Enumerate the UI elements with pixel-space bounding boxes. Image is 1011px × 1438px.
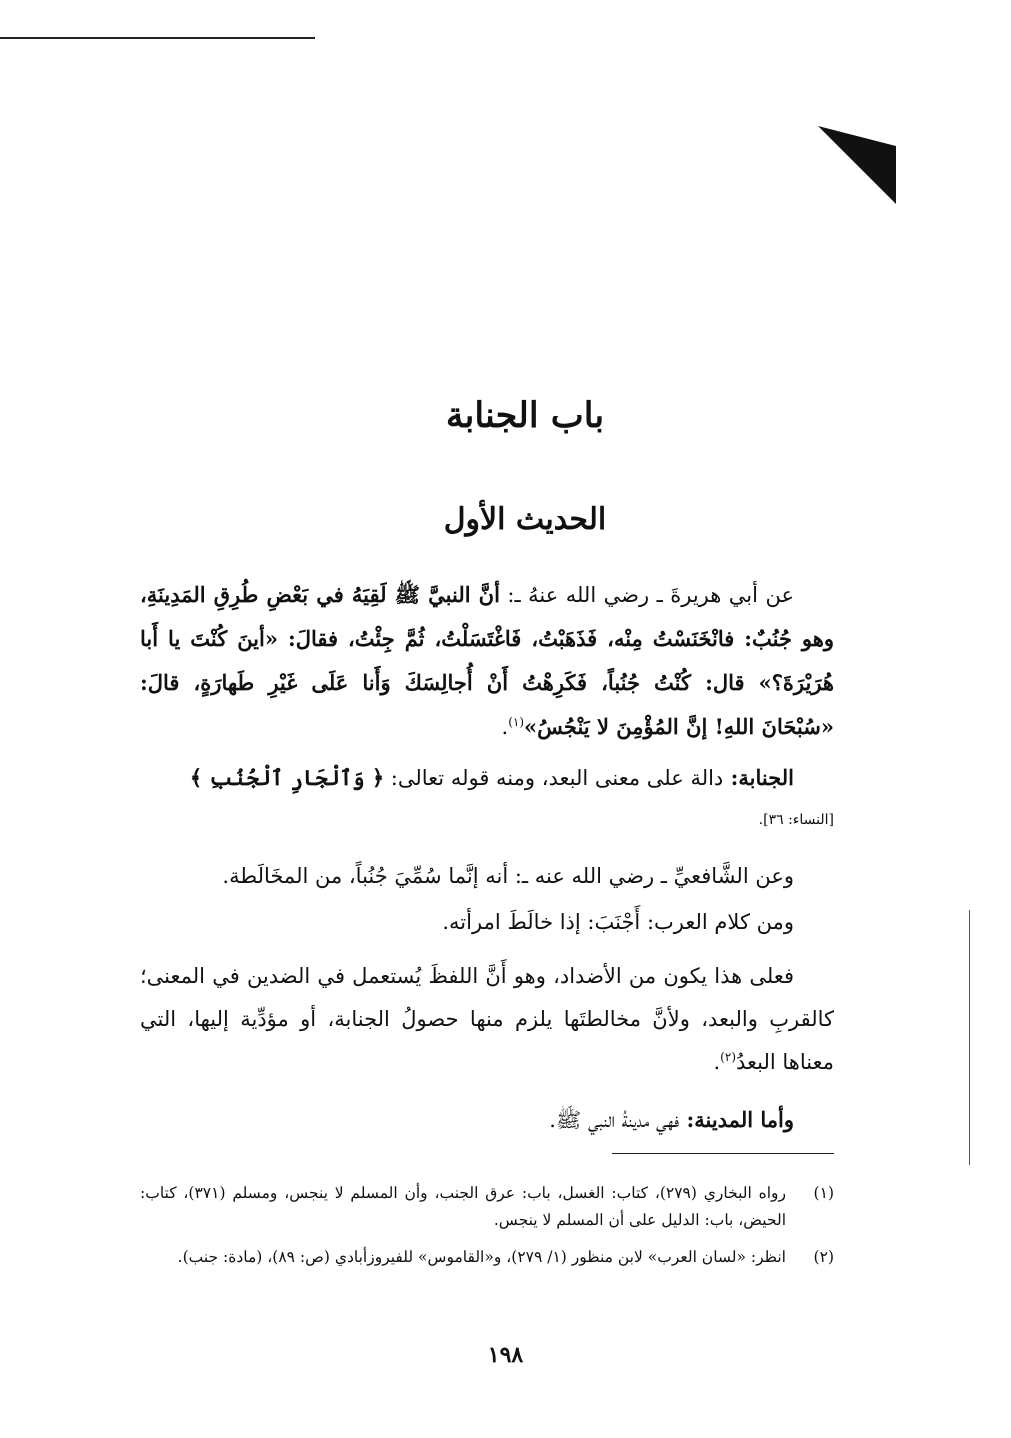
footnote-marker-1[interactable]: (١) <box>508 715 525 729</box>
madina-text: فهي مدينةُ النبي ﷺ. <box>549 1108 680 1132</box>
surah-reference: [النساء: ٣٦]. <box>758 812 834 828</box>
hadith-end: . <box>501 715 509 739</box>
footnote-number: (٢) <box>813 1248 834 1266</box>
janaba-term: الجنابة: <box>723 765 794 790</box>
addad-text: فعلى هذا يكون من الأضداد، وهو أَنَّ اللفظَ يُستعمل في الضدين في المعنى؛ كالقربِ والبعد، ولأنَّ مخالطتَها يلزم منها حصولُ الجنابة، أو مؤدِّية إليها، التي معناها البعدُ <box>140 964 834 1074</box>
page-number: ١٩٨ <box>487 1342 524 1368</box>
janaba-paragraph <box>140 756 834 800</box>
addad-paragraph <box>140 955 834 1084</box>
side-rule <box>969 910 970 1165</box>
corner-triangle-shape <box>818 126 896 204</box>
chapter-title: باب الجنابة <box>445 395 605 436</box>
footnote-1 <box>140 1180 834 1234</box>
footnote-marker-2[interactable]: (٢) <box>720 1050 736 1064</box>
footnote-separator <box>612 1153 834 1154</box>
madina-term: وأما المدينة: <box>679 1107 794 1132</box>
addad-end: . <box>713 1050 721 1074</box>
hadith-paragraph <box>140 573 834 749</box>
hadith-narrator-intro: عن أبي هريرةَ ـ رضي الله عنهُ ـ: <box>499 583 794 607</box>
corner-triangle-mark <box>818 126 896 204</box>
footnote-number: (١) <box>813 1184 834 1202</box>
quran-verse: ﴿ وَٱلْجَارِ ٱلْجُنُبِ ﴾ <box>189 765 385 790</box>
footnote-text: رواه البخاري (٢٧٩)، كتاب: الغسل، باب: عرق الجنب، وأن المسلم لا ينجس، ومسلم (٣٧١)، كتاب: الحيض، باب: الدليل على أن المسلم لا ينجس. <box>140 1184 786 1229</box>
hadith-text: أنَّ النبيَّ ﷺ لَقِيَهُ في بَعْضِ طُرِقِ المَدِينَةِ، وهو جُنُبٌ: فانْخَنَسْتُ مِنْه، فَذَهَبْتُ، فَاغْتَسَلْتُ، ثُمَّ جِئْتُ، فقالَ: «أينَ كُنْتَ يا أَبا هُرَيْرَةَ؟» قال: كُنْتُ جُنُباً، فَكَرِهْتُ أَنْ أُجالِسَكَ وَأَنا عَلَى غَيْرِ طَهارَةٍ، قالَ: «سُبْحَانَ اللهِ! إنَّ المُؤْمِنَ لا يَنْجُسُ» <box>140 582 834 739</box>
top-rule <box>0 37 315 39</box>
hadith-title: الحديث الأول <box>443 502 607 537</box>
kalam-arab-paragraph: ومن كلام العرب: أَجْنَبَ: إذا خالَطَ امرأته. <box>442 910 794 934</box>
footnote-2 <box>140 1244 834 1271</box>
madina-paragraph <box>140 1098 834 1142</box>
janaba-text: دالة على معنى البعد، ومنه قوله تعالى: <box>384 766 724 790</box>
footnote-text: انظر: «لسان العرب» لابن منظور (١/ ٢٧٩)، و«القاموس» للفيروزأبادي (ص: ٨٩)، (مادة: جنب). <box>177 1248 786 1266</box>
shafii-paragraph: وعن الشَّافعيِّ ـ رضي الله عنه ـ: أنه إنَّما سُمِّيَ جُنُباً، من المخَالَطة. <box>222 864 794 888</box>
